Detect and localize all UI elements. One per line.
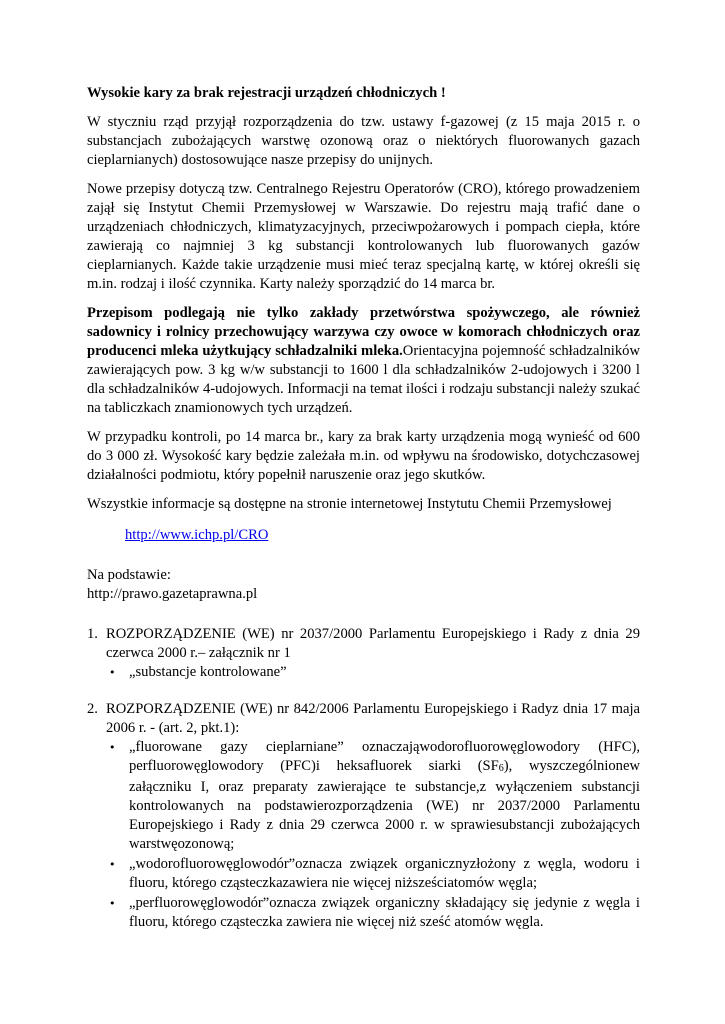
bullet-item	[106, 738, 640, 854]
bullet-text: „perfluorowęglowodór”oznacza związek organiczny składający się jedynie z węgla i fluoru, którego cząsteczka zawiera nie więcej niż sześć atomów węgla.	[129, 895, 640, 930]
references-list	[87, 625, 640, 932]
reference-number: 2.	[87, 701, 98, 717]
reference-item	[87, 625, 640, 682]
source-label: Na podstawie:	[87, 567, 171, 583]
scope-bold-text: Przepisom podlegają nie tylko zakłady przetwórstwa spożywczego, ale również sadownicy i rolnicy przechowujący warzywa czy owoce w komorach chłodniczych oraz producenci mleka użytkujący schładzalniki mleka.	[87, 305, 640, 359]
bullet-text: „substancje kontrolowane”	[129, 664, 287, 680]
document-page	[87, 84, 640, 932]
bullet-text-start: „fluorowane gazy cieplarniane” oznaczająwodorofluorowęglowodory (HFC), perfluorowęglowodory (PFC)i heksafluorek siarki (SF	[129, 739, 640, 774]
link-line	[87, 526, 640, 545]
reference-bullets	[106, 663, 640, 682]
paragraph-scope	[87, 304, 640, 418]
bullet-item	[106, 855, 640, 893]
document-title: Wysokie kary za brak rejestracji urządzeń chłodniczych !	[87, 85, 446, 101]
reference-text: ROZPORZĄDZENIE (WE) nr 2037/2000 Parlamentu Europejskiego i Rady z dnia 29 czerwca 2000 r.– załącznik nr 1	[106, 626, 640, 661]
reference-item	[87, 700, 640, 932]
bullet-icon: •	[109, 897, 116, 910]
bullet-icon: •	[109, 666, 116, 679]
subscript-number: 6	[498, 763, 504, 774]
reference-number: 1.	[87, 626, 98, 642]
bullet-icon: •	[109, 741, 116, 754]
bullet-item	[106, 894, 640, 932]
bullet-text: „wodorofluorowęglowodór”oznacza związek organicznyzłożony z węgla, wodoru i fluoru, którego cząsteczkazawiera nie więcej niższeściatomów węgla;	[129, 856, 640, 891]
cro-link[interactable]: http://www.ichp.pl/CRO	[125, 527, 269, 543]
reference-bullets	[106, 738, 640, 932]
scope-rest-text: Orientacyjna pojemność schładzalników zawierających pow. 3 kg w/w substancji to 1600 l dla schładzalników 2-udojowych i 3200 l dla schładzalników 4-udojowych. Informacji na temat ilości i rodzaju substancji należy szukać na tabliczkach znamionowych tych urządzeń.	[87, 343, 640, 416]
paragraph-info: Wszystkie informacje są dostępne na stronie internetowej Instytutu Chemii Przemysłowej	[87, 496, 612, 512]
reference-text: ROZPORZĄDZENIE (WE) nr 842/2006 Parlamentu Europejskiego i Radyz dnia 17 maja 2006 r. - (art. 2, pkt.1):	[106, 701, 640, 736]
bullet-icon: •	[109, 858, 116, 871]
source-url: http://prawo.gazetaprawna.pl	[87, 586, 258, 602]
bullet-item	[106, 663, 640, 682]
paragraph-penalties: W przypadku kontroli, po 14 marca br., kary za brak karty urządzenia mogą wynieść od 600 do 3 000 zł. Wysokość kary będzie zależała m.in. od wpływu na środowisko, dotychczasowej działalności podmiotu, który popełnił naruszenie oraz jego skutków.	[87, 429, 640, 483]
bullet-text-end: ), wyszczególnionew załączniku I, oraz preparaty zawierające te substancje,z wyłączeniem substancji kontrolowanych na podstawierozporządzenia (WE) nr 2037/2000 Parlamentu Europejskiego i Rady z dnia 29 czerwca 2000 r. w sprawiesubstancji zubożających warstwęozonową;	[129, 758, 640, 852]
source-block	[87, 566, 640, 604]
paragraph-cro: Nowe przepisy dotyczą tzw. Centralnego Rejestru Operatorów (CRO), którego prowadzeniem zajął się Instytut Chemii Przemysłowej w Warszawie. Do rejestru mają trafić dane o urządzeniach chłodniczych, klimatyzacyjnych, przeciwpożarowych i pompach ciepła, które zawierają co najmniej 3 kg substancji kontrolowanych lub fluorowanych gazów cieplarnianych. Każde takie urządzenie musi mieć teraz specjalną kartę, w której określi się m.in. rodzaj i ilość czynnika. Karty należy sporządzić do 14 marca br.	[87, 181, 640, 292]
paragraph-intro: W styczniu rząd przyjął rozporządzenia do tzw. ustawy f-gazowej (z 15 maja 2015 r. o substancjach zubożających warstwę ozonową oraz o niektórych fluorowanych gazach cieplarnianych) dostosowujące nasze przepisy do unijnych.	[87, 114, 640, 168]
